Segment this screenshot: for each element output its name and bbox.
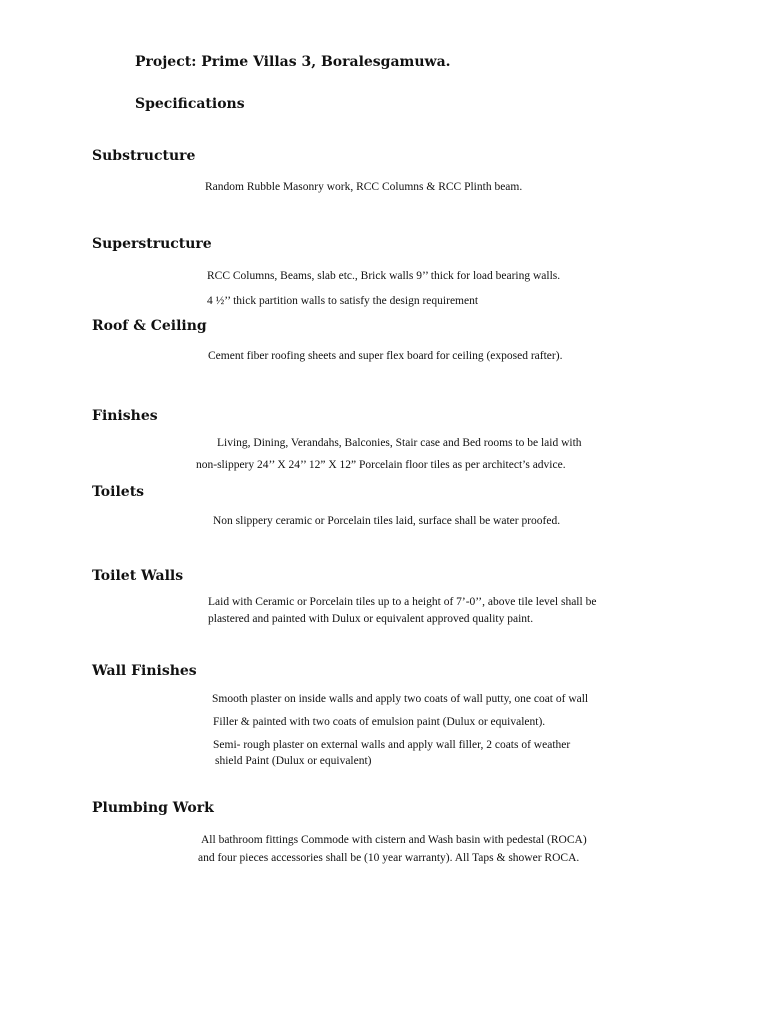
heading-roof-ceiling: Roof & Ceiling: [92, 318, 207, 334]
toilets-line-1: Non slippery ceramic or Porcelain tiles laid, surface shall be water proofed.: [213, 515, 561, 527]
plumbing-line-1: All bathroom fittings Commode with cistern and Wash basin with pedestal (ROCA): [201, 834, 587, 846]
specifications-title: Specifications: [135, 96, 245, 112]
heading-toilets: Toilets: [92, 484, 145, 500]
wall-finishes-line-2: Filler & painted with two coats of emulsion paint (Dulux or equivalent).: [213, 716, 546, 728]
heading-substructure: Substructure: [92, 148, 196, 164]
plumbing-line-2: and four pieces accessories shall be (10 year warranty). All Taps & shower ROCA.: [198, 852, 580, 864]
finishes-line-1: Living, Dining, Verandahs, Balconies, Stair case and Bed rooms to be laid with: [217, 437, 582, 449]
substructure-line-1: Random Rubble Masonry work, RCC Columns & RCC Plinth beam.: [205, 181, 523, 193]
heading-finishes: Finishes: [92, 408, 158, 424]
superstructure-line-2: 4 ½’’ thick partition walls to satisfy the design requirement: [207, 295, 479, 307]
heading-toilet-walls: Toilet Walls: [92, 568, 184, 584]
heading-plumbing-work: Plumbing Work: [92, 800, 214, 816]
wall-finishes-line-3: Semi- rough plaster on external walls and apply wall filler, 2 coats of weather: [213, 739, 571, 751]
toilet-walls-line-1: Laid with Ceramic or Porcelain tiles up to a height of 7’-0’’, above tile level shall be: [208, 596, 597, 608]
toilet-walls-line-2: plastered and painted with Dulux or equivalent approved quality paint.: [208, 613, 534, 625]
superstructure-line-1: RCC Columns, Beams, slab etc., Brick walls 9’’ thick for load bearing walls.: [207, 270, 561, 282]
heading-superstructure: Superstructure: [92, 236, 212, 252]
heading-wall-finishes: Wall Finishes: [92, 663, 197, 679]
roof-line-1: Cement fiber roofing sheets and super flex board for ceiling (exposed rafter).: [208, 350, 563, 362]
wall-finishes-line-4: shield Paint (Dulux or equivalent): [215, 755, 372, 767]
wall-finishes-line-1: Smooth plaster on inside walls and apply two coats of wall putty, one coat of wall: [212, 693, 589, 705]
project-title: Project: Prime Villas 3, Boralesgamuwa.: [135, 54, 451, 70]
finishes-line-2: non-slippery 24’’ X 24’’ 12” X 12” Porcelain floor tiles as per architect’s advice.: [196, 459, 566, 471]
